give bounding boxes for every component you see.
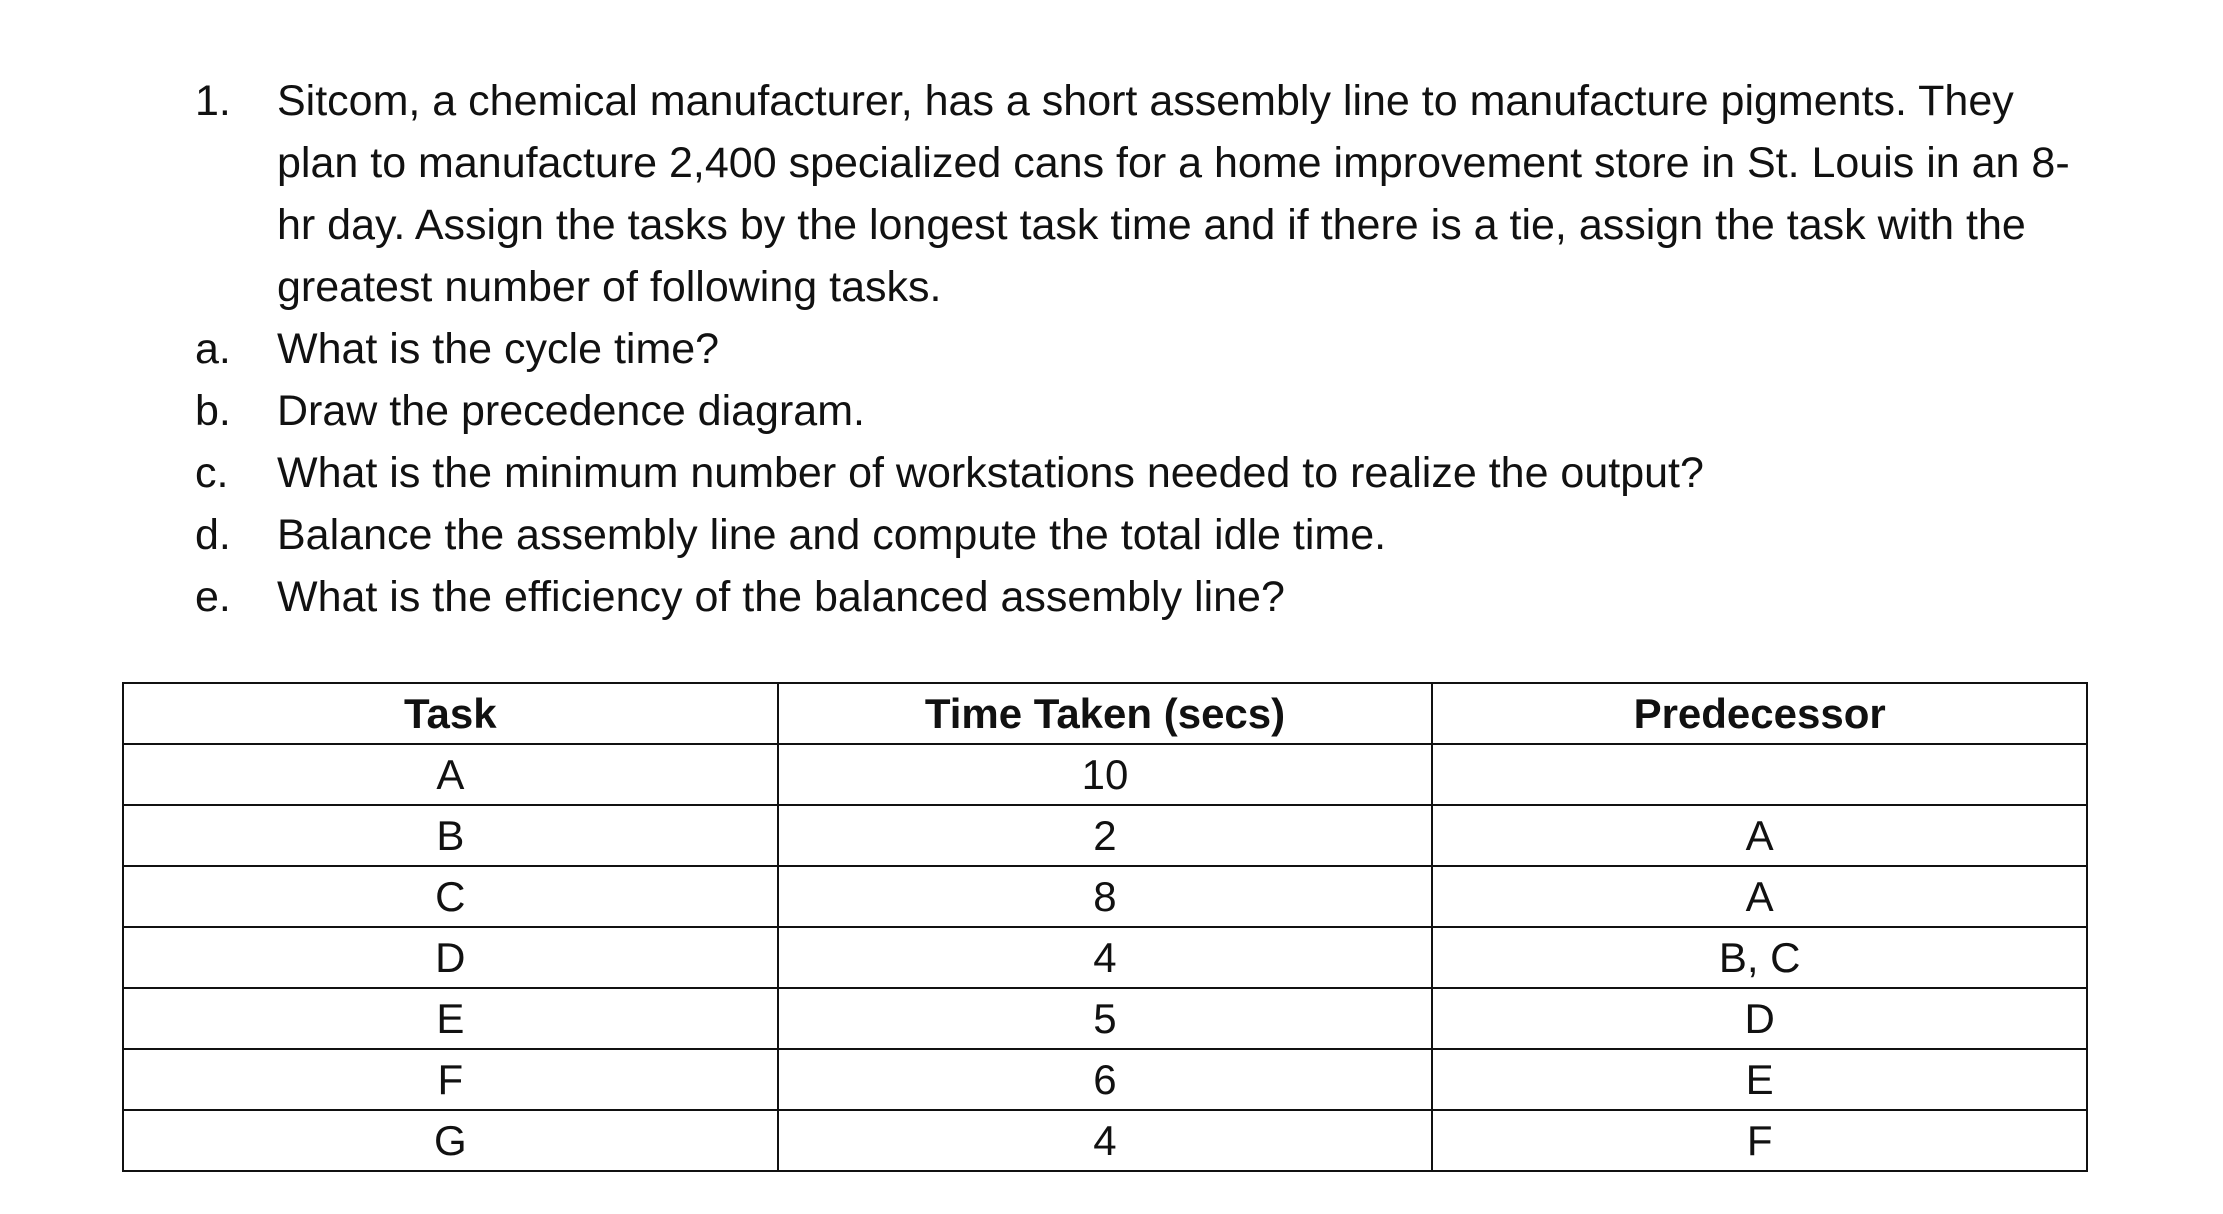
subpart-marker: d. bbox=[195, 511, 231, 559]
header-task: Task bbox=[123, 683, 778, 744]
header-predecessor: Predecessor bbox=[1432, 683, 2087, 744]
subpart-d bbox=[195, 504, 2095, 566]
subpart-a bbox=[195, 318, 2095, 380]
table-row bbox=[123, 988, 2087, 1049]
task-cell: D bbox=[123, 927, 778, 988]
task-cell: B bbox=[123, 805, 778, 866]
subpart-marker: e. bbox=[195, 573, 231, 621]
subpart-c bbox=[195, 442, 2095, 504]
table-row bbox=[123, 866, 2087, 927]
table-row bbox=[123, 744, 2087, 805]
subpart-text: Balance the assembly line and compute the total idle time. bbox=[277, 511, 1387, 559]
subpart-e bbox=[195, 566, 2095, 628]
time-cell: 5 bbox=[778, 988, 1433, 1049]
subpart-marker: c. bbox=[195, 449, 229, 497]
task-table bbox=[122, 682, 2088, 1172]
table-header-row bbox=[123, 683, 2087, 744]
time-cell: 4 bbox=[778, 927, 1433, 988]
question-number: 1. bbox=[195, 77, 231, 125]
time-cell: 8 bbox=[778, 866, 1433, 927]
subpart-text: What is the efficiency of the balanced assembly line? bbox=[277, 573, 1285, 621]
task-cell: F bbox=[123, 1049, 778, 1110]
question-main bbox=[195, 70, 2095, 318]
subpart-text: What is the cycle time? bbox=[277, 325, 720, 373]
time-cell: 2 bbox=[778, 805, 1433, 866]
subpart-b bbox=[195, 380, 2095, 442]
table-row bbox=[123, 1049, 2087, 1110]
question-text: Sitcom, a chemical manufacturer, has a short assembly line to manufacture pigments. They plan to manufacture 2,400 specialized cans for a home improvement store in St. Louis in an 8-hr day. Assign the tasks by the longest task time and if there is a tie, assign the task with the greatest number of following tasks. bbox=[277, 77, 2070, 311]
table-row bbox=[123, 927, 2087, 988]
time-cell: 6 bbox=[778, 1049, 1433, 1110]
predecessor-cell bbox=[1432, 744, 2087, 805]
time-cell: 10 bbox=[778, 744, 1433, 805]
predecessor-cell: E bbox=[1432, 1049, 2087, 1110]
predecessor-cell: A bbox=[1432, 805, 2087, 866]
task-table-container bbox=[122, 682, 2088, 1172]
header-time-taken: Time Taken (secs) bbox=[778, 683, 1433, 744]
task-cell: G bbox=[123, 1110, 778, 1171]
task-cell: E bbox=[123, 988, 778, 1049]
predecessor-cell: F bbox=[1432, 1110, 2087, 1171]
task-cell: A bbox=[123, 744, 778, 805]
subpart-text: Draw the precedence diagram. bbox=[277, 387, 865, 435]
predecessor-cell: D bbox=[1432, 988, 2087, 1049]
subpart-marker: b. bbox=[195, 387, 231, 435]
predecessor-cell: A bbox=[1432, 866, 2087, 927]
subpart-marker: a. bbox=[195, 325, 231, 373]
time-cell: 4 bbox=[778, 1110, 1433, 1171]
task-cell: C bbox=[123, 866, 778, 927]
subpart-text: What is the minimum number of workstations needed to realize the output? bbox=[277, 449, 1704, 497]
predecessor-cell: B, C bbox=[1432, 927, 2087, 988]
table-row bbox=[123, 805, 2087, 866]
table-row bbox=[123, 1110, 2087, 1171]
question-block bbox=[195, 70, 2095, 628]
